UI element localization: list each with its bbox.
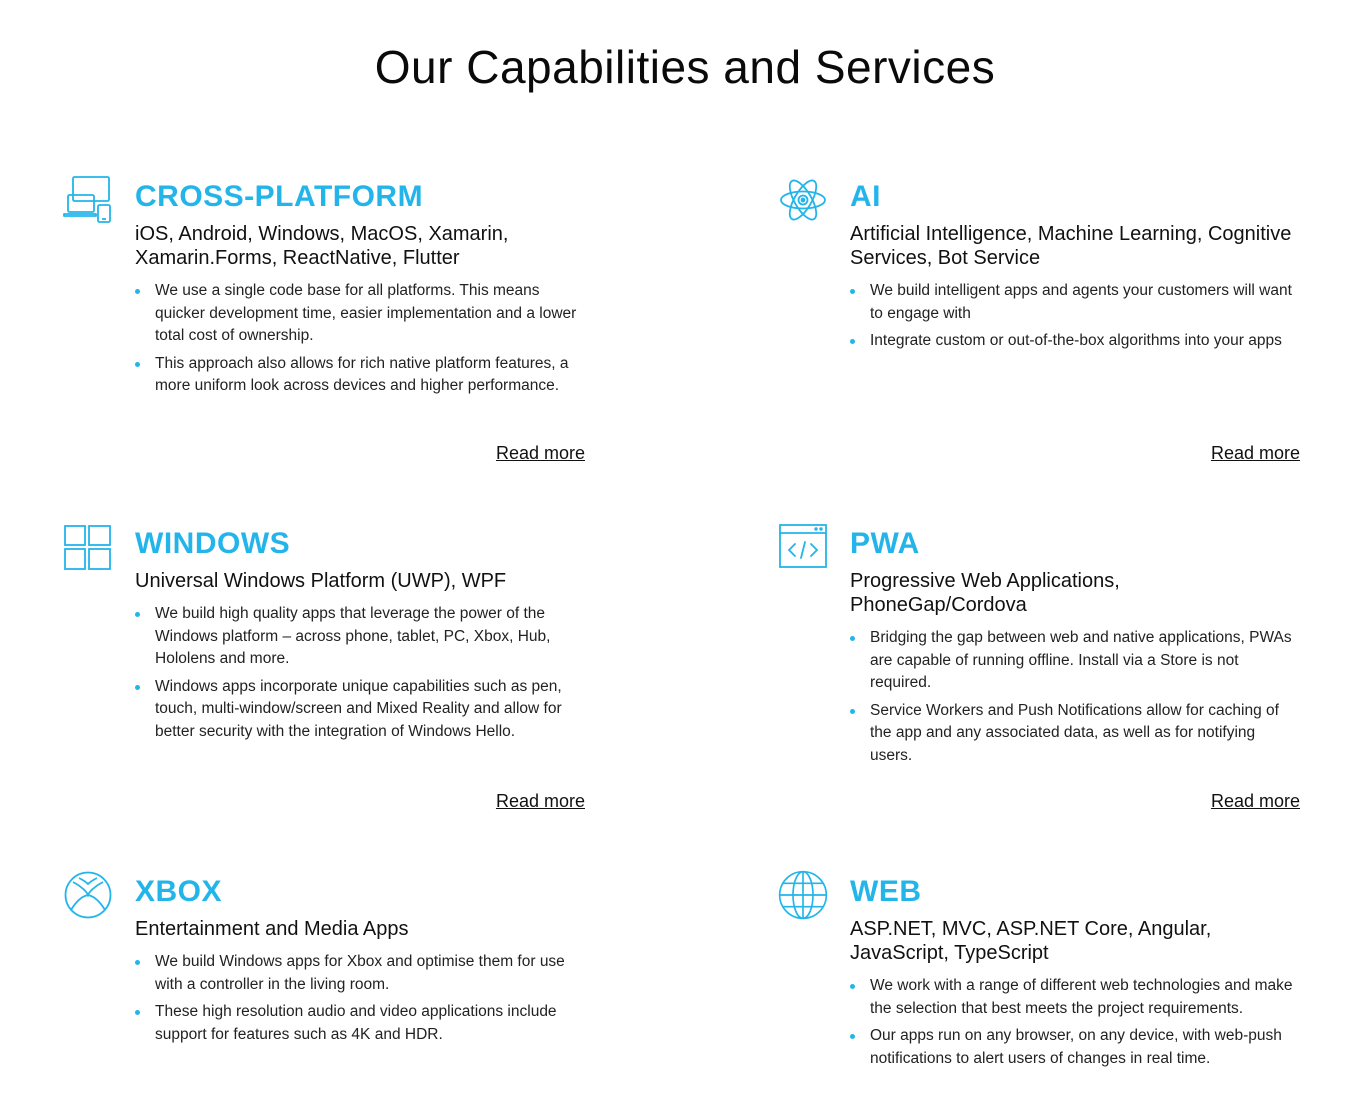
card-title: WINDOWS — [135, 527, 291, 560]
card-title: WEB — [850, 875, 922, 908]
card-subtitle: iOS, Android, Windows, MacOS, Xamarin, Xamarin.Forms, ReactNative, Flutter — [135, 223, 509, 269]
feature-list — [850, 627, 1300, 767]
card-subtitle: Artificial Intelligence, Machine Learning, Cognitive Services, Bot Service — [850, 223, 1292, 269]
list-item: These high resolution audio and video applications include support for features such as 4K and HDR. — [135, 1001, 585, 1046]
card-subtitle: ASP.NET, MVC, ASP.NET Core, Angular, JavaScript, TypeScript — [850, 918, 1212, 964]
read-more-link[interactable]: Read more — [495, 443, 585, 463]
list-item: We work with a range of different web technologies and make the selection that best meets the project requirements. — [850, 975, 1300, 1020]
card-title: CROSS-PLATFORM — [135, 180, 424, 213]
card-subtitle: Progressive Web Applications, PhoneGap/Cordova — [850, 570, 1120, 616]
feature-list — [135, 280, 585, 398]
list-item: This approach also allows for rich native platform features, a more uniform look across devices and higher performance. — [135, 353, 585, 398]
card-title: AI — [850, 180, 881, 213]
list-item: We use a single code base for all platforms. This means quicker development time, easier implementation and a lower total cost of ownership. — [135, 280, 585, 348]
devices-icon — [63, 175, 113, 225]
card-title: PWA — [850, 527, 920, 560]
card-subtitle: Universal Windows Platform (UWP), WPF — [135, 570, 507, 592]
xbox-logo-icon — [63, 870, 113, 920]
read-more-link[interactable]: Read more — [1210, 791, 1300, 811]
list-item: We build Windows apps for Xbox and optimise them for use with a controller in the living room. — [135, 951, 585, 996]
windows-logo-icon — [63, 522, 113, 572]
feature-list — [135, 603, 585, 743]
list-item: Bridging the gap between web and native applications, PWAs are capable of running offline. Install via a Store is not required. — [850, 627, 1300, 695]
atom-icon — [778, 175, 828, 225]
feature-list — [135, 951, 585, 1046]
card-subtitle: Entertainment and Media Apps — [135, 918, 409, 940]
card-title: XBOX — [135, 875, 223, 908]
read-more-link[interactable]: Read more — [1210, 443, 1300, 463]
list-item: We build intelligent apps and agents your customers will want to engage with — [850, 280, 1300, 325]
feature-list — [850, 975, 1300, 1070]
globe-icon — [778, 870, 828, 920]
read-more-link[interactable]: Read more — [495, 791, 585, 811]
list-item: Integrate custom or out-of-the-box algorithms into your apps — [850, 330, 1300, 353]
page-title: Our Capabilities and Services — [374, 41, 996, 93]
list-item: Windows apps incorporate unique capabilities such as pen, touch, multi-window/screen and Mixed Reality and allow for better security with the integration of Windows Hello. — [135, 676, 585, 744]
feature-list — [850, 280, 1300, 353]
list-item: Service Workers and Push Notifications allow for caching of the app and any associated data, as well as for notifying users. — [850, 700, 1300, 768]
code-browser-icon — [778, 522, 828, 572]
list-item: Our apps run on any browser, on any device, with web-push notifications to alert users of changes in real time. — [850, 1025, 1300, 1070]
list-item: We build high quality apps that leverage the power of the Windows platform – across phone, tablet, PC, Xbox, Hub, Hololens and more. — [135, 603, 585, 671]
